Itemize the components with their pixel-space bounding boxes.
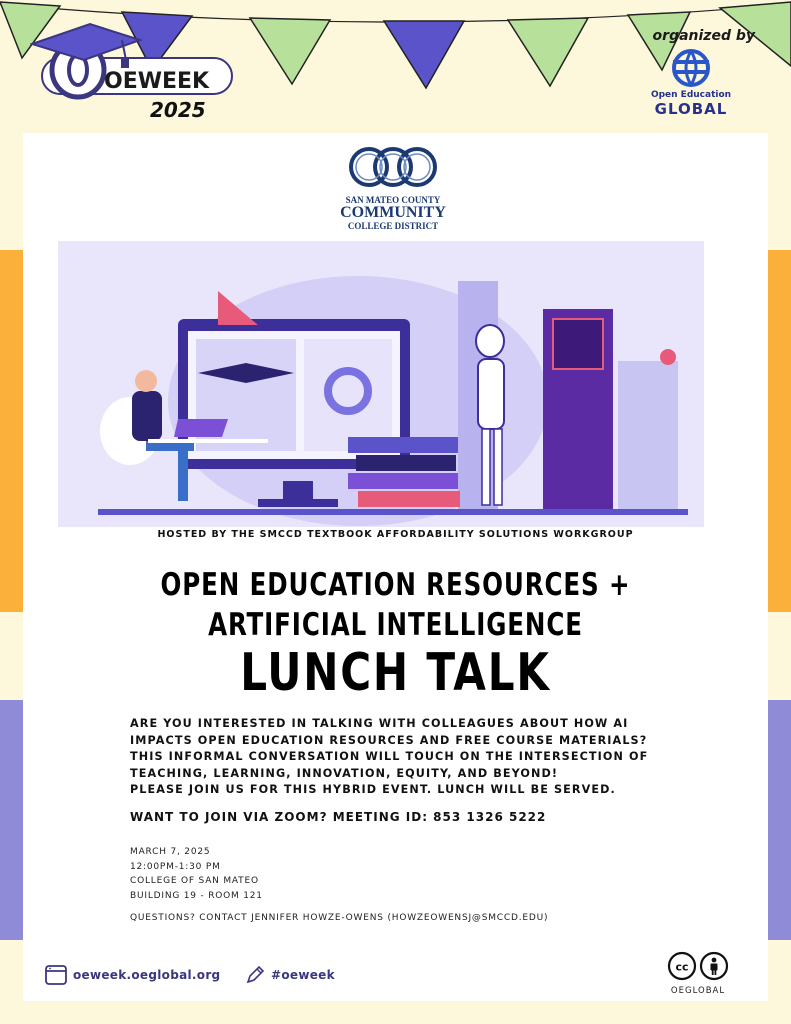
description-line: THIS INFORMAL CONVERSATION WILL TOUCH ON THE INTERSECTION OF [130,750,649,763]
title-line-2: ARTIFICIAL INTELLIGENCE [208,607,583,643]
svg-text:cc: cc [675,960,689,974]
hashtag-link[interactable] [245,965,335,985]
event-venue: COLLEGE OF SAN MATEO [130,876,259,886]
organized-by-label: organized by [652,28,755,44]
description-line: IMPACTS OPEN EDUCATION RESOURCES AND FREE COURSE MATERIALS? [130,733,648,747]
svg-text:OEWEEK: OEWEEK [104,69,210,94]
oeweek-badge-icon [30,10,240,100]
oeweek-logo [30,10,240,125]
event-description [130,716,690,799]
browser-window-icon [45,965,67,985]
organizer-name-line2: GLOBAL [654,100,728,118]
contact-line: QUESTIONS? CONTACT JENNIFER HOWZE-OWENS (HOWZEOWENSJ@SMCCD.EDU) [130,913,549,923]
three-rings-icon [343,145,443,189]
host-logo-line1: SAN MATEO COUNTY [345,195,441,205]
creative-commons-badge [663,951,733,996]
zoom-meeting-info: WANT TO JOIN VIA ZOOM? MEETING ID: 853 1326 5222 [130,810,547,824]
ai-education-illustration [58,241,704,527]
host-logo-line3: COLLEGE DISTRICT [347,221,439,231]
event-date: MARCH 7, 2025 [130,847,211,857]
host-logo-line2: COMMUNITY [340,204,446,221]
hosted-by-line: HOSTED BY THE SMCCD TEXTBOOK AFFORDABILITY SOLUTIONS WORKGROUP [157,529,634,540]
website-url[interactable]: oeweek.oeglobal.org [73,968,221,982]
smccd-logo [333,145,453,231]
title-line-1: OPEN EDUCATION RESOURCES + [160,567,631,603]
description-line: TEACHING, LEARNING, INNOVATION, EQUITY, AND BEYOND! [130,766,559,780]
cc-by-license-icon [665,951,731,981]
title-line-3: LUNCH TALK [240,643,551,703]
event-year: 2025 [150,98,206,122]
website-link[interactable] [45,965,220,985]
oeglobal-logo-icon [669,48,713,88]
license-caption: OEGLOBAL [670,986,726,996]
description-line: ARE YOU INTERESTED IN TALKING WITH COLLEAGUES ABOUT HOW AI [130,717,629,730]
event-time: 12:00PM-1:30 PM [130,861,221,872]
event-details [130,845,263,903]
organizer-name-line1: Open Education [650,90,732,100]
flyer-card [23,133,768,1001]
description-line: PLEASE JOIN US FOR THIS HYBRID EVENT. LUNCH WILL BE SERVED. [130,783,616,796]
event-room: BUILDING 19 - ROOM 121 [130,890,263,901]
hashtag-text[interactable]: #oeweek [271,968,335,982]
pencil-icon [245,965,265,985]
organizer-block [621,28,761,118]
